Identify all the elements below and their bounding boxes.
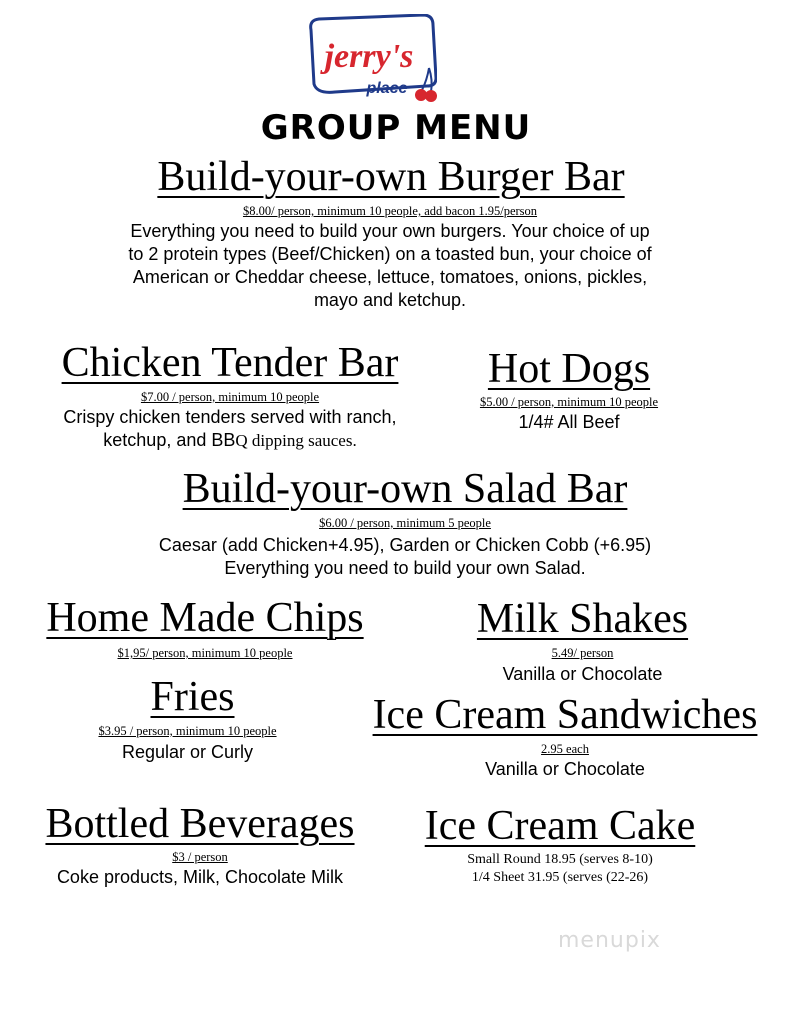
cake-desc-line: 1/4 Sheet 31.95 (serves (22-26) [471,870,649,885]
ice-cream-sandwiches-price: 2.95 each [541,742,589,756]
fries-description: Regular or Curly [121,742,254,762]
chicken-desc-line [20,429,440,452]
hot-dogs-description: 1/4# All Beef [518,412,620,432]
chicken-tender-heading: Chicken Tender Bar [61,340,399,386]
cake-desc-line: Small Round 18.95 (serves 8-10) [467,852,653,867]
burger-bar-price: $8.00/ person, minimum 10 people, add bacon 1.95/person [242,204,538,218]
salad-bar-price: $6.00 / person, minimum 5 people [319,516,491,530]
chips-heading: Home Made Chips [46,595,364,641]
salad-desc-line: Everything you need to build your own Salad. [224,558,586,578]
page-title: GROUP MENU [260,108,532,148]
bottled-beverages-heading: Bottled Beverages [45,801,355,847]
bottled-beverages-description: Coke products, Milk, Chocolate Milk [56,867,344,887]
jerrys-place-logo [305,14,437,104]
burger-bar-description [0,220,780,312]
logo-sub: place [366,80,408,97]
chicken-desc-line: Crispy chicken tenders served with ranch, [63,407,397,427]
ice-cream-sandwiches-description: Vanilla or Chocolate [485,759,645,779]
burger-desc-line: American or Cheddar cheese, lettuce, tomatoes, onions, pickles, [132,267,648,287]
salad-bar-description [90,534,720,580]
menupix-watermark: menupix [558,928,661,953]
chicken-desc-line2-sans: ketchup, and BB [103,430,236,450]
salad-bar-heading: Build-your-own Salad Bar [182,466,628,512]
fries-heading: Fries [150,674,235,720]
hot-dogs-price: $5.00 / person, minimum 10 people [479,395,659,409]
salad-desc-line: Caesar (add Chicken+4.95), Garden or Chicken Cobb (+6.95) [158,535,652,555]
chicken-tender-description [20,406,440,452]
fries-price: $3.95 / person, minimum 10 people [98,724,277,738]
burger-desc-line: Everything you need to build your own burgers. Your choice of up [130,221,650,241]
ice-cream-cake-heading: Ice Cream Cake [424,803,696,849]
milk-shakes-heading: Milk Shakes [476,596,689,642]
ice-cream-sandwiches-heading: Ice Cream Sandwiches [372,692,758,738]
burger-desc-line: mayo and ketchup. [313,290,467,310]
chicken-tender-price: $7.00 / person, minimum 10 people [140,390,320,404]
bottled-beverages-price: $3 / person [172,850,228,864]
chicken-desc-line2-serif: Q dipping sauces. [235,431,357,450]
hot-dogs-heading: Hot Dogs [487,346,651,392]
burger-bar-heading: Build-your-own Burger Bar [157,154,625,200]
burger-desc-line: to 2 protein types (Beef/Chicken) on a toasted bun, your choice of [128,244,652,264]
chips-price: $1,95/ person, minimum 10 people [117,646,293,660]
milk-shakes-price: 5.49/ person [551,646,614,660]
milk-shakes-description: Vanilla or Chocolate [502,664,663,684]
ice-cream-cake-description [405,851,715,887]
logo-name: jerry's [324,38,414,75]
